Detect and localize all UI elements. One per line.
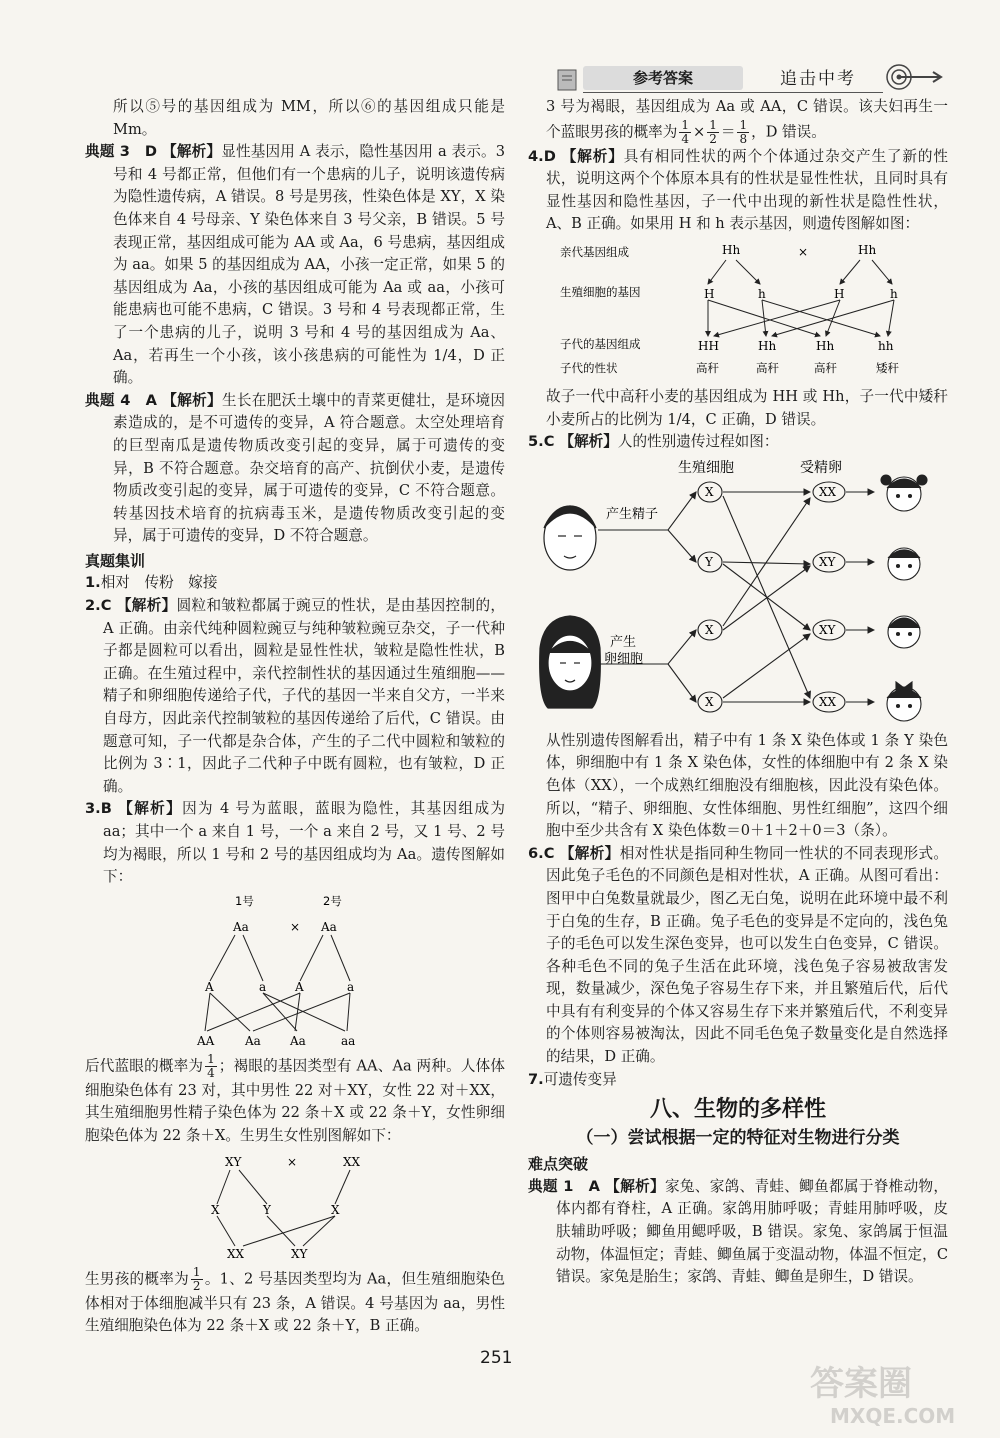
- question-text: 人的性别遗传过程如图：: [617, 433, 779, 451]
- gamete-label: A: [295, 979, 304, 994]
- denominator: 2: [192, 1278, 201, 1293]
- text: 生男孩的概率为: [85, 1270, 189, 1288]
- text: 3 号为褐眼，基因组成为 Aa 或 AA，C 错误。该夫妇再生一个蓝眼男孩的概率为: [546, 98, 948, 141]
- watermark-logo: [800, 1355, 990, 1430]
- fraction: [191, 1266, 203, 1293]
- female-face-icon: [540, 616, 601, 708]
- male-label: 产生精子: [606, 506, 659, 522]
- father-genotype: XY: [225, 1154, 242, 1169]
- example-label: 典题 3 D 【解析】: [85, 143, 222, 161]
- offspring-trait: 矮秆: [876, 360, 899, 375]
- question-3-end: [85, 1266, 505, 1338]
- wheat-height-diagram: [558, 240, 918, 382]
- zygote-genotype: XY: [819, 554, 836, 569]
- question-text: 可遗传变异: [543, 1070, 617, 1088]
- offspring-genotype: AA: [197, 1033, 215, 1048]
- example-label: 典题 4 A 【解析】: [85, 391, 222, 409]
- sperm-x: X: [705, 484, 714, 499]
- parent-1-label: 1号: [235, 893, 254, 908]
- parent-genotype: Hh: [858, 242, 877, 257]
- denominator: 4: [681, 131, 689, 146]
- offspring-genotype: aa: [341, 1033, 356, 1048]
- section-title: 难点突破: [528, 1155, 589, 1174]
- gamete-label: X: [211, 1202, 220, 1217]
- offspring-genotype: HH: [698, 338, 719, 353]
- offspring-trait: 高秆: [696, 360, 719, 375]
- book-icon: [555, 66, 581, 94]
- question-text: 因为 4 号为蓝眼，蓝眼为隐性，其基因组成为 aa；其中一个 a 来自 1 号，一个 a 来自 2 号，又 1 号、2 号均为褐眼，所以 1 号和 2 号的基因组成均为 Aa。遗传图解如下：: [103, 800, 505, 886]
- gamete-label: a: [347, 979, 355, 994]
- paragraph: 所以⑤号的基因组成为 MM，所以⑥的基因组成只能是 Mm。: [113, 98, 505, 138]
- parent-genotype: Hh: [722, 242, 741, 257]
- example-text: 生长在肥沃土壤中的青菜更健壮，是环境因素造成的，是不可遗传的变异，A 符合题意。太空处理培育的巨型南瓜是遗传物质改变引起的变异，属于可遗传的变异，B 不符合题意。杂交培育的高产、抗倒伏小麦，是遗传物质改变引起的变异，属于可遗传的变异，C 不符合题意。转基因技术培育的抗病毒玉米，是遗传物质改变引起的变异，属于可遗传的变异，D 不符合题意。: [113, 391, 505, 545]
- row-label: 子代的性状: [560, 360, 618, 375]
- fraction: [707, 119, 719, 146]
- example-text: 显性基因用 A 表示，隐性基因用 a 表示。3 号和 4 号都正常，但他们有一个患病的儿子，说明该遗传病为隐性遗传病，A 错误。8 号是男孩，性染色体是 XY，X 染色体来自 4 号母亲、Y 染色体来自 3 号父亲，B 错误。5 号表现正常，基因组成可能为 AA 或 Aa，6 号患病，基因组成为 aa。如果 5 的基因组成为 AA，小孩一定正常，如果 5 的基因组成为 Aa，小孩的基因组成可能为 Aa 或 aa，小孩可能患病也可能不患病，C 错误。3 号和 4 号表现都正常，生了一个患病的儿子，说明 3 号和 4 号的基因组成为 Aa、Aa，若再生一个小孩，该小孩患病的可能性为 1/4，D 正确。: [113, 143, 505, 387]
- offspring-genotype: Hh: [816, 338, 835, 353]
- numerator: 1: [739, 117, 748, 132]
- times-sign: ×: [693, 123, 706, 141]
- question-6: [528, 843, 948, 1069]
- subchapter-title: （一）尝试根据一定的特征对生物进行分类: [576, 1128, 900, 1149]
- fraction: [679, 119, 691, 146]
- girl-face-icon: [887, 682, 921, 721]
- male-face-icon: [544, 506, 596, 570]
- question-2: [85, 595, 505, 798]
- question-5: [528, 431, 948, 454]
- mother-genotype: XX: [343, 1154, 361, 1169]
- question-4: [528, 146, 948, 236]
- offspring-trait: 高秆: [756, 360, 779, 375]
- parent-1-genotype: Aa: [233, 919, 249, 934]
- example-1: [528, 1176, 948, 1289]
- offspring-genotype: XY: [291, 1246, 308, 1261]
- header-zygote: 受精卵: [800, 459, 842, 476]
- text: 后代蓝眼的概率为: [85, 1057, 204, 1075]
- example-label: 典题 1 A 【解析】: [528, 1177, 665, 1195]
- sex-inheritance-diagram: [528, 458, 948, 726]
- question-5-continued: 从性别遗传图解看出，精子中有 1 条 X 染色体或 1 条 Y 染色体，卵细胞中有 1 条 X 染色体，女性的体细胞中有 2 条 X 染色体（XX），一个成熟红细胞没有细胞核，因此没有染色体。所以，“精子、卵细胞、女性体细胞、男性红细胞”，这四个细胞中至少共含有 X 染色体数＝0＋1＋2＋0＝3（条）。: [546, 731, 948, 840]
- question-text: 圆粒和皱粒都属于豌豆的性状，是由基因控制的，A 正确。由亲代纯种圆粒豌豆与纯种皱粒豌豆杂交，子一代种子都是圆粒可以看出，圆粒是显性性状，皱粒是隐性性状，B 正确。在生殖过程中，亲代控制性状的基因通过生殖细胞——精子和卵细胞传递给子代，子代的基因一半来自父方，一半来自母方，因此亲代控制皱粒的基因传递给了后代，C 错误。由题意可知，子一代都是杂合体，产生的子二代中圆粒和皱粒的比例为 3∶1，因此子二代种子中既有圆粒，也有皱粒，D 正确。: [103, 597, 505, 795]
- female-label: 产生: [610, 634, 637, 650]
- numerator: 1: [207, 1051, 215, 1066]
- question-3-continued: [85, 1053, 505, 1148]
- gamete-label: H: [704, 286, 715, 301]
- gamete-label: X: [331, 1202, 340, 1217]
- equals-sign: ＝: [720, 123, 736, 141]
- header-germ-cells: 生殖细胞: [678, 459, 734, 476]
- question-text: 相对 传粉 嫁接: [100, 574, 218, 592]
- gamete-label: Y: [263, 1202, 271, 1217]
- example-4: [85, 390, 505, 548]
- question-number: 1.: [85, 574, 101, 592]
- gamete-label: h: [758, 286, 766, 301]
- boy-face-icon: [888, 548, 920, 580]
- question-text: 具有相同性状的两个个体通过杂交产生了新的性状，说明这两个个体原本具有的性状是显性性状，且同时具有显性基因和隐性基因，子一代中出现的新性状是隐性性状，A、B 正确。如果用 H 和 h 表示基因，则遗传图解如图：: [546, 147, 948, 233]
- row-label: 亲代基因组成: [560, 244, 629, 259]
- svg-text:MXQE.COM: MXQE.COM: [830, 1404, 956, 1428]
- question-3: [85, 798, 505, 888]
- gamete-label: A: [205, 979, 214, 994]
- egg-x: X: [705, 694, 714, 709]
- parent-2-genotype: Aa: [321, 919, 337, 934]
- text: ；褐眼的基因类型有 AA、Aa 两种。人体体细胞染色体有 23 对，其中男性 22 对＋XY，女性 22 对＋XX，其生殖细胞男性精子染色体为 22 条＋X 或 22 条＋Y，女性卵细胞染色体为 22 条＋X。生男生女性别图解如下：: [85, 1057, 505, 1144]
- offspring-genotype: Hh: [758, 338, 777, 353]
- row-label: 子代的基因组成: [560, 336, 641, 351]
- question-label: 6.C 【解析】: [528, 844, 620, 862]
- example-3: [85, 141, 505, 390]
- text: 。1、2 号基因类型均为 Aa，但生殖细胞染色体相对于体细胞减半只有 23 条，A 错误。4 号基因为 aa，男性生殖细胞染色体为 22 条＋X 或 22 条＋Y，B 正确。: [85, 1270, 505, 1335]
- chapter-title: 八、生物的多样性: [649, 1097, 826, 1123]
- svg-text:答案圈: 答案圈: [810, 1364, 912, 1404]
- section-title: 真题集训: [85, 551, 146, 570]
- numerator: 1: [681, 117, 689, 132]
- page-number: 251: [480, 1348, 513, 1368]
- question-label: 3.B 【解析】: [85, 800, 183, 818]
- numerator: 1: [192, 1264, 201, 1279]
- question-label: 4.D 【解析】: [528, 147, 624, 165]
- header-tag: 参考答案: [583, 66, 743, 90]
- boy-face-icon: [888, 616, 920, 648]
- eye-color-diagram: [195, 893, 395, 1049]
- paragraph: [528, 96, 948, 146]
- numerator: 1: [709, 117, 717, 132]
- header-subtitle: 追击中考: [780, 69, 856, 89]
- gamete-label: H: [834, 286, 845, 301]
- gamete-label: h: [890, 286, 898, 301]
- header-rule: [583, 92, 883, 93]
- female-label: 卵细胞: [604, 651, 644, 667]
- page-header: [555, 62, 945, 98]
- zygote-genotype: XY: [819, 622, 836, 637]
- sex-determination-diagram: [205, 1152, 385, 1262]
- offspring-genotype: hh: [878, 338, 894, 353]
- offspring-trait: 高秆: [814, 360, 837, 375]
- cross-sign: ×: [287, 1154, 298, 1169]
- row-label: 生殖细胞的基因: [560, 284, 641, 299]
- egg-x: X: [705, 622, 714, 637]
- example-text: 家兔、家鸽、青蛙、鲫鱼都属于脊椎动物，体内都有脊柱，A 正确。家鸽用肺呼吸；青蛙用肺呼吸，皮肤辅助呼吸；鲫鱼用鳃呼吸，B 错误。家兔、家鸽属于恒温动物，体温恒定；青蛙、鲫鱼属于变温动物，体温不恒定，C 错误。家兔是胎生；家鸽、青蛙、鲫鱼是卵生，D 错误。: [556, 1177, 948, 1286]
- question-4-continued: 故子一代中高秆小麦的基因组成为 HH 或 Hh，子一代中矮秆小麦所占的比例为 1/4，C 正确，D 错误。: [546, 387, 948, 428]
- cross-sign: ×: [290, 919, 301, 934]
- question-label: 5.C 【解析】: [528, 433, 618, 451]
- question-1: [85, 572, 505, 595]
- fraction: [205, 1053, 217, 1080]
- sperm-y: Y: [705, 554, 713, 569]
- target-arrow-icon: [885, 62, 945, 92]
- question-7: [528, 1069, 948, 1092]
- cross-sign: ×: [798, 244, 809, 259]
- denominator: 8: [739, 131, 748, 146]
- question-label: 2.C 【解析】: [85, 597, 177, 615]
- girl-face-icon: [881, 475, 927, 511]
- question-text: 相对性状是指同种生物同一性状的不同表现形式。因此兔子毛色的不同颜色是相对性状，A 正确。从图可看出：图甲中白兔数量就最少，图乙无白兔，说明在此环境中最不利于白兔的生存，B 正确。兔子毛色的变异是不定向的，浅色兔子的毛色可以发生深色变异，也可以发生白色变异，C 错误。各种毛色不同的兔子生活在此环境，浅色兔子容易被敌害发现，数量减少，深色兔子容易生存下来，并且繁殖后代，后代中具有有利变异的个体又容易生存下来并繁殖后代，不利变异的个体则容易被淘汰，因此不同毛色兔子数量变化是自然选择的结果，D 正确。: [546, 844, 948, 1066]
- offspring-genotype: Aa: [245, 1033, 261, 1048]
- denominator: 2: [709, 131, 717, 146]
- offspring-genotype: XX: [227, 1246, 245, 1261]
- text: ，D 错误。: [751, 123, 826, 141]
- denominator: 4: [207, 1065, 215, 1080]
- parent-2-label: 2号: [323, 893, 342, 908]
- zygote-genotype: XX: [819, 484, 837, 499]
- zygote-genotype: XX: [819, 694, 837, 709]
- right-column: [528, 96, 948, 1289]
- question-number: 7.: [528, 1070, 544, 1088]
- offspring-genotype: Aa: [290, 1033, 306, 1048]
- fraction: [737, 119, 749, 146]
- left-column: [85, 96, 505, 1338]
- gamete-label: a: [259, 979, 267, 994]
